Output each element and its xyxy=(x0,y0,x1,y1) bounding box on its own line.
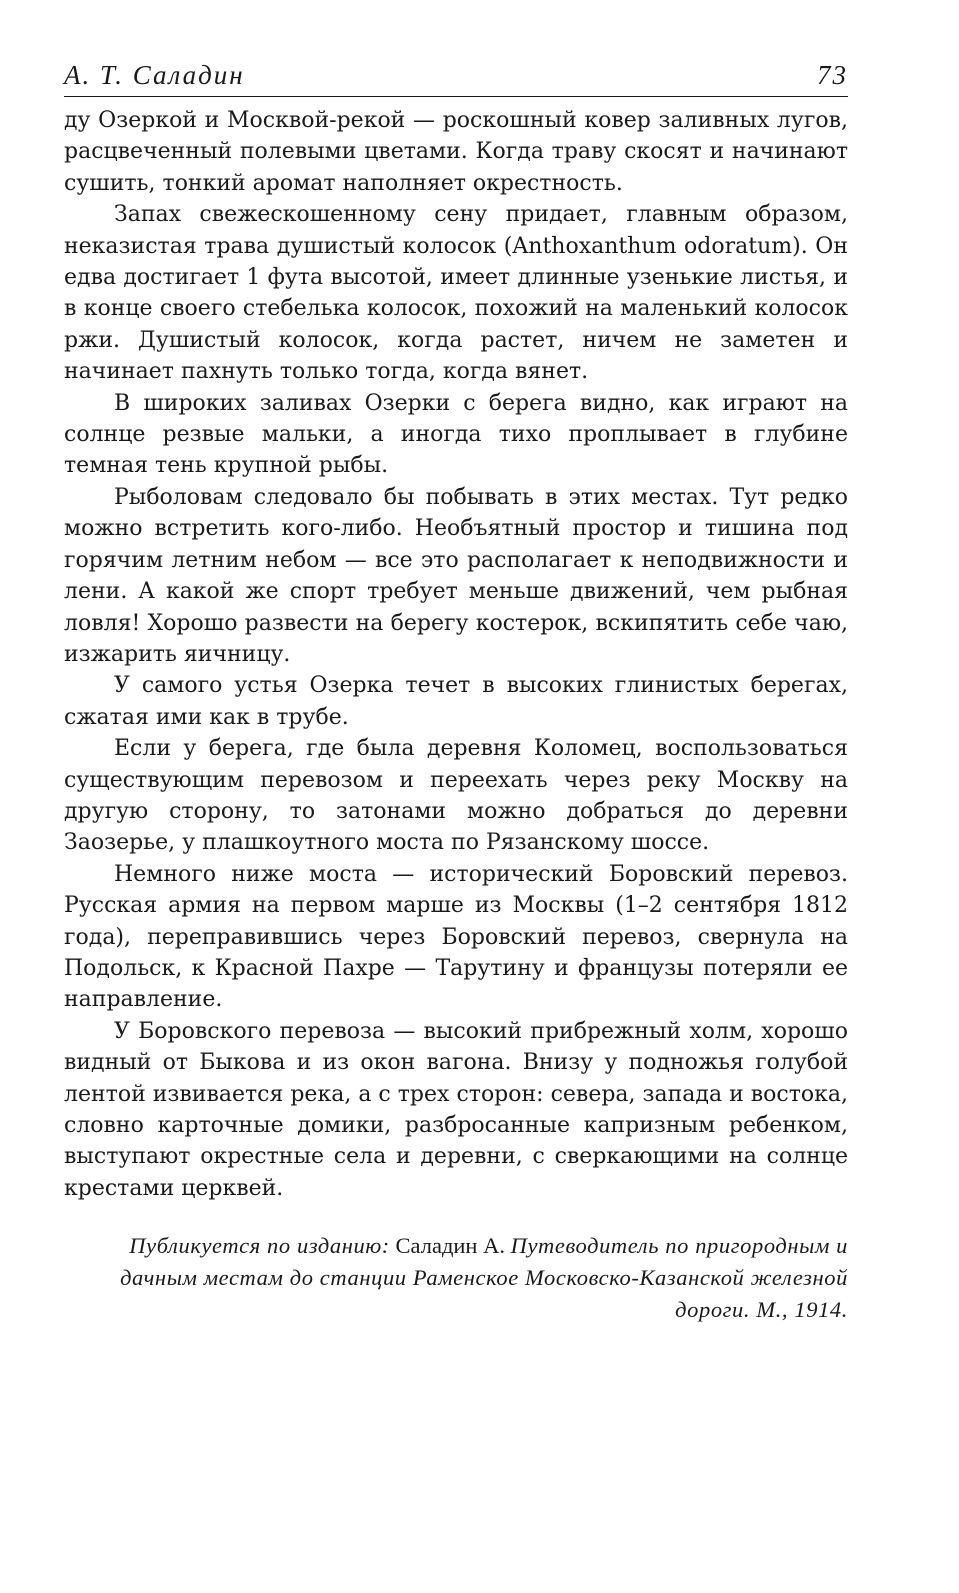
paragraph: В широких заливах Озерки с берега видно, как играют на солнце резвые мальки, а иногда тихо проплывает в глубине темная тень крупной рыбы. xyxy=(64,390,848,479)
paragraph: Запах свежескошенному сену придает, главным образом, неказистая трава душистый колосок (Anthoxanthum odoratum). Он едва достигает 1 фута высотой, имеет длинные узенькие листья, и в конце своего стебелька колосок, похожий на маленький колосок ржи. Душистый колосок, когда растет, ничем не заметен и начинает пахнуть только тогда, когда вянет. xyxy=(64,202,848,385)
paragraph: У самого устья Озерка течет в высоких глинистых берегах, сжатая ими как в трубе. xyxy=(64,673,848,730)
source-note-label: Публикуется по изданию: xyxy=(129,1233,390,1259)
body-text xyxy=(64,105,848,1204)
book-page xyxy=(64,56,848,1326)
paragraph: Если у берега, где была деревня Коломец, воспользоваться существующим перевозом и переехать через реку Москву на другую сторону, то затонами можно добраться до деревни Заозерье, у плашкоутного моста по Рязанскому шоссе. xyxy=(64,736,848,856)
source-note xyxy=(64,1230,848,1326)
source-note-author: Саладин А. xyxy=(395,1233,505,1259)
paragraph: ду Озеркой и Москвой-рекой — роскошный ковер заливных лугов, расцвеченный полевыми цветами. Когда траву скосят и начинают сушить, тонкий аромат наполняет окрестность. xyxy=(64,108,848,196)
running-head-author: А. Т. Саладин xyxy=(64,60,245,90)
paragraph: Рыболовам следовало бы побывать в этих местах. Тут редко можно встретить кого-либо. Необъятный простор и тишина под горячим летним небом — все это располагает к неподвижности и лени. А какой же спорт требует меньше движений, чем рыбная ловля! Хорошо развести на берегу костерок, вскипятить себе чаю, изжарить яичницу. xyxy=(64,484,848,667)
running-head xyxy=(64,56,848,97)
source-note-title: Путеводитель по пригородным и дачным местам до станции Раменское Московско-Казанской железной дороги. М., 1914. xyxy=(120,1233,848,1323)
page-number: 73 xyxy=(817,60,848,90)
paragraph: У Боровского перевоза — высокий прибрежный холм, хорошо видный от Быкова и из окон вагона. Внизу у подножья голубой лентой извивается река, а с трех сторон: севера, запада и востока, словно карточные домики, разбросанные капризным ребенком, выступают окрестные села и деревни, с сверкающими на солнце крестами церквей. xyxy=(64,1018,848,1201)
paragraph: Немного ниже моста — исторический Боровский перевоз. Русская армия на первом марше из Москвы (1–2 сентября 1812 года), переправившись через Боровский перевоз, свернула на Подольск, к Красной Пахре — Тарутину и французы потеряли ее направление. xyxy=(64,861,848,1013)
